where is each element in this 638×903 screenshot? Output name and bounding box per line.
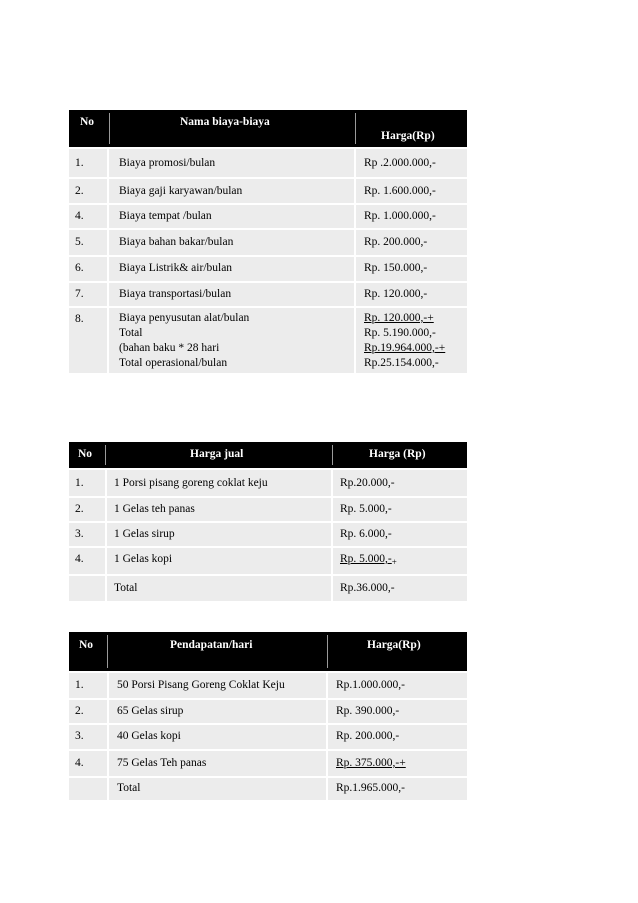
table-row	[69, 147, 467, 177]
column-divider	[107, 673, 109, 698]
row-no: 1.	[75, 157, 84, 169]
column-divider	[107, 149, 109, 177]
header-price-cell	[356, 110, 467, 147]
row-name: 1 Gelas sirup	[114, 528, 175, 540]
column-divider	[107, 179, 109, 203]
header-name-cell	[108, 632, 327, 671]
column-divider	[354, 205, 356, 228]
column-divider	[326, 673, 328, 698]
row-name: Biaya transportasi/bulan	[119, 288, 232, 300]
header-no-cell	[69, 632, 107, 671]
column-divider	[107, 205, 109, 228]
row-name-line: Total	[119, 327, 143, 339]
row-no: 8.	[75, 313, 84, 325]
table-row	[69, 496, 467, 521]
table-header	[69, 442, 467, 468]
row-price-line: Rp. 5.190.000,-	[364, 327, 436, 339]
table-row-total	[69, 776, 467, 800]
header-name: Pendapatan/hari	[170, 639, 253, 651]
row-name: Biaya tempat /bulan	[119, 210, 212, 222]
row-no: 3.	[75, 528, 84, 540]
header-no: No	[78, 448, 93, 460]
column-divider	[107, 751, 109, 776]
table-row	[69, 203, 467, 228]
row-no: 2.	[75, 185, 84, 197]
row-price: Rp. 200.000,-	[336, 730, 400, 742]
row-price: Rp. 150.000,-	[364, 262, 428, 274]
column-divider	[107, 700, 109, 723]
table-header	[69, 632, 467, 671]
table-biaya	[69, 110, 467, 373]
row-no: 1.	[75, 679, 84, 691]
column-divider	[326, 778, 328, 800]
row-price: Rp. 1.600.000,-	[364, 185, 436, 197]
column-divider	[105, 548, 107, 574]
row-name-multiline	[119, 311, 249, 371]
row-price: Rp. 5.000,-	[340, 503, 392, 515]
total-label: Total	[117, 782, 141, 794]
row-price: Rp. 200.000,-	[364, 236, 428, 248]
column-divider	[105, 523, 107, 546]
row-no: 3.	[75, 730, 84, 742]
header-name: Nama biaya-biaya	[180, 116, 270, 128]
header-price-cell	[333, 442, 467, 468]
row-price: Rp. 1.000.000,-	[364, 210, 436, 222]
column-divider	[331, 576, 333, 601]
header-no-cell	[69, 110, 109, 147]
total-price: Rp.1.965.000,-	[336, 782, 405, 794]
row-no: 2.	[75, 705, 84, 717]
row-no: 4.	[75, 553, 84, 565]
row-no: 4.	[75, 210, 84, 222]
column-divider	[326, 751, 328, 776]
table-row	[69, 177, 467, 203]
row-price-group	[340, 553, 397, 567]
row-no: 7.	[75, 288, 84, 300]
row-name: 1 Porsi pisang goreng coklat keju	[114, 477, 268, 489]
row-name: 1 Gelas teh panas	[114, 503, 195, 515]
column-divider	[354, 257, 356, 281]
row-name-line: Biaya penyusutan alat/bulan	[119, 312, 250, 324]
row-price: Rp. 390.000,-	[336, 705, 400, 717]
header-no-cell	[69, 442, 105, 468]
column-divider	[331, 498, 333, 521]
column-divider	[107, 778, 109, 800]
row-price: Rp. 6.000,-	[340, 528, 392, 540]
header-no: No	[80, 116, 95, 128]
row-price: Rp.20.000,-	[340, 477, 395, 489]
table-header	[69, 110, 467, 147]
row-name: 75 Gelas Teh panas	[117, 757, 207, 769]
column-divider	[326, 725, 328, 749]
header-no: No	[79, 639, 94, 651]
row-price: Rp. 5.000,-	[340, 553, 392, 565]
column-divider	[326, 700, 328, 723]
column-divider	[107, 283, 109, 306]
table-row	[69, 255, 467, 281]
column-divider	[331, 548, 333, 574]
header-price: Harga (Rp)	[369, 448, 426, 460]
column-divider	[331, 523, 333, 546]
row-name: 40 Gelas kopi	[117, 730, 181, 742]
column-divider	[107, 308, 109, 373]
column-divider	[105, 576, 107, 601]
table-row	[69, 306, 467, 373]
header-price-cell	[328, 632, 467, 671]
column-divider	[331, 470, 333, 496]
row-price: Rp. 120.000,-	[364, 288, 428, 300]
column-divider	[354, 308, 356, 373]
table-row	[69, 723, 467, 749]
row-no: 6.	[75, 262, 84, 274]
column-divider	[354, 179, 356, 203]
header-price: Harga(Rp)	[381, 130, 435, 142]
row-price: Rp .2.000.000,-	[364, 157, 436, 169]
row-no: 4.	[75, 757, 84, 769]
row-name: Biaya Listrik& air/bulan	[119, 262, 233, 274]
table-row	[69, 671, 467, 698]
row-name: Biaya gaji karyawan/bulan	[119, 185, 243, 197]
row-price: Rp.1.000.000,-	[336, 679, 405, 691]
total-label: Total	[114, 582, 138, 594]
table-row	[69, 281, 467, 306]
row-price-line: Rp. 120.000,-+	[364, 312, 434, 324]
column-divider	[105, 498, 107, 521]
row-price: Rp. 375.000,-+	[336, 757, 406, 769]
column-divider	[107, 725, 109, 749]
column-divider	[107, 230, 109, 255]
row-name: 1 Gelas kopi	[114, 553, 173, 565]
header-price: Harga(Rp)	[367, 639, 421, 651]
row-no: 2.	[75, 503, 84, 515]
column-divider	[354, 230, 356, 255]
row-name: 65 Gelas sirup	[117, 705, 184, 717]
header-name: Harga jual	[190, 448, 244, 460]
table-row	[69, 698, 467, 723]
row-name: Biaya bahan bakar/bulan	[119, 236, 234, 248]
row-price-line: Rp.19.964.000,-+	[364, 342, 446, 354]
column-divider	[107, 257, 109, 281]
table-row	[69, 468, 467, 496]
row-name-line: (bahan baku * 28 hari	[119, 342, 220, 354]
column-divider	[354, 283, 356, 306]
column-divider	[354, 149, 356, 177]
table-row	[69, 749, 467, 776]
header-name-cell	[106, 442, 332, 468]
row-name: Biaya promosi/bulan	[119, 157, 216, 169]
row-price-line: Rp.25.154.000,-	[364, 357, 439, 369]
total-price: Rp.36.000,-	[340, 582, 395, 594]
table-pendapatan	[69, 632, 467, 800]
row-price-multiline	[364, 311, 445, 371]
row-name-line: Total operasional/bulan	[119, 357, 228, 369]
row-name: 50 Porsi Pisang Goreng Coklat Keju	[117, 679, 285, 691]
table-harga-jual	[69, 442, 467, 601]
table-row	[69, 228, 467, 255]
row-no: 5.	[75, 236, 84, 248]
table-row-total	[69, 574, 467, 601]
header-name-cell	[110, 110, 355, 147]
table-row	[69, 521, 467, 546]
column-divider	[105, 470, 107, 496]
row-no: 1.	[75, 477, 84, 489]
table-row	[69, 546, 467, 574]
row-price-suffix: +	[391, 557, 397, 567]
